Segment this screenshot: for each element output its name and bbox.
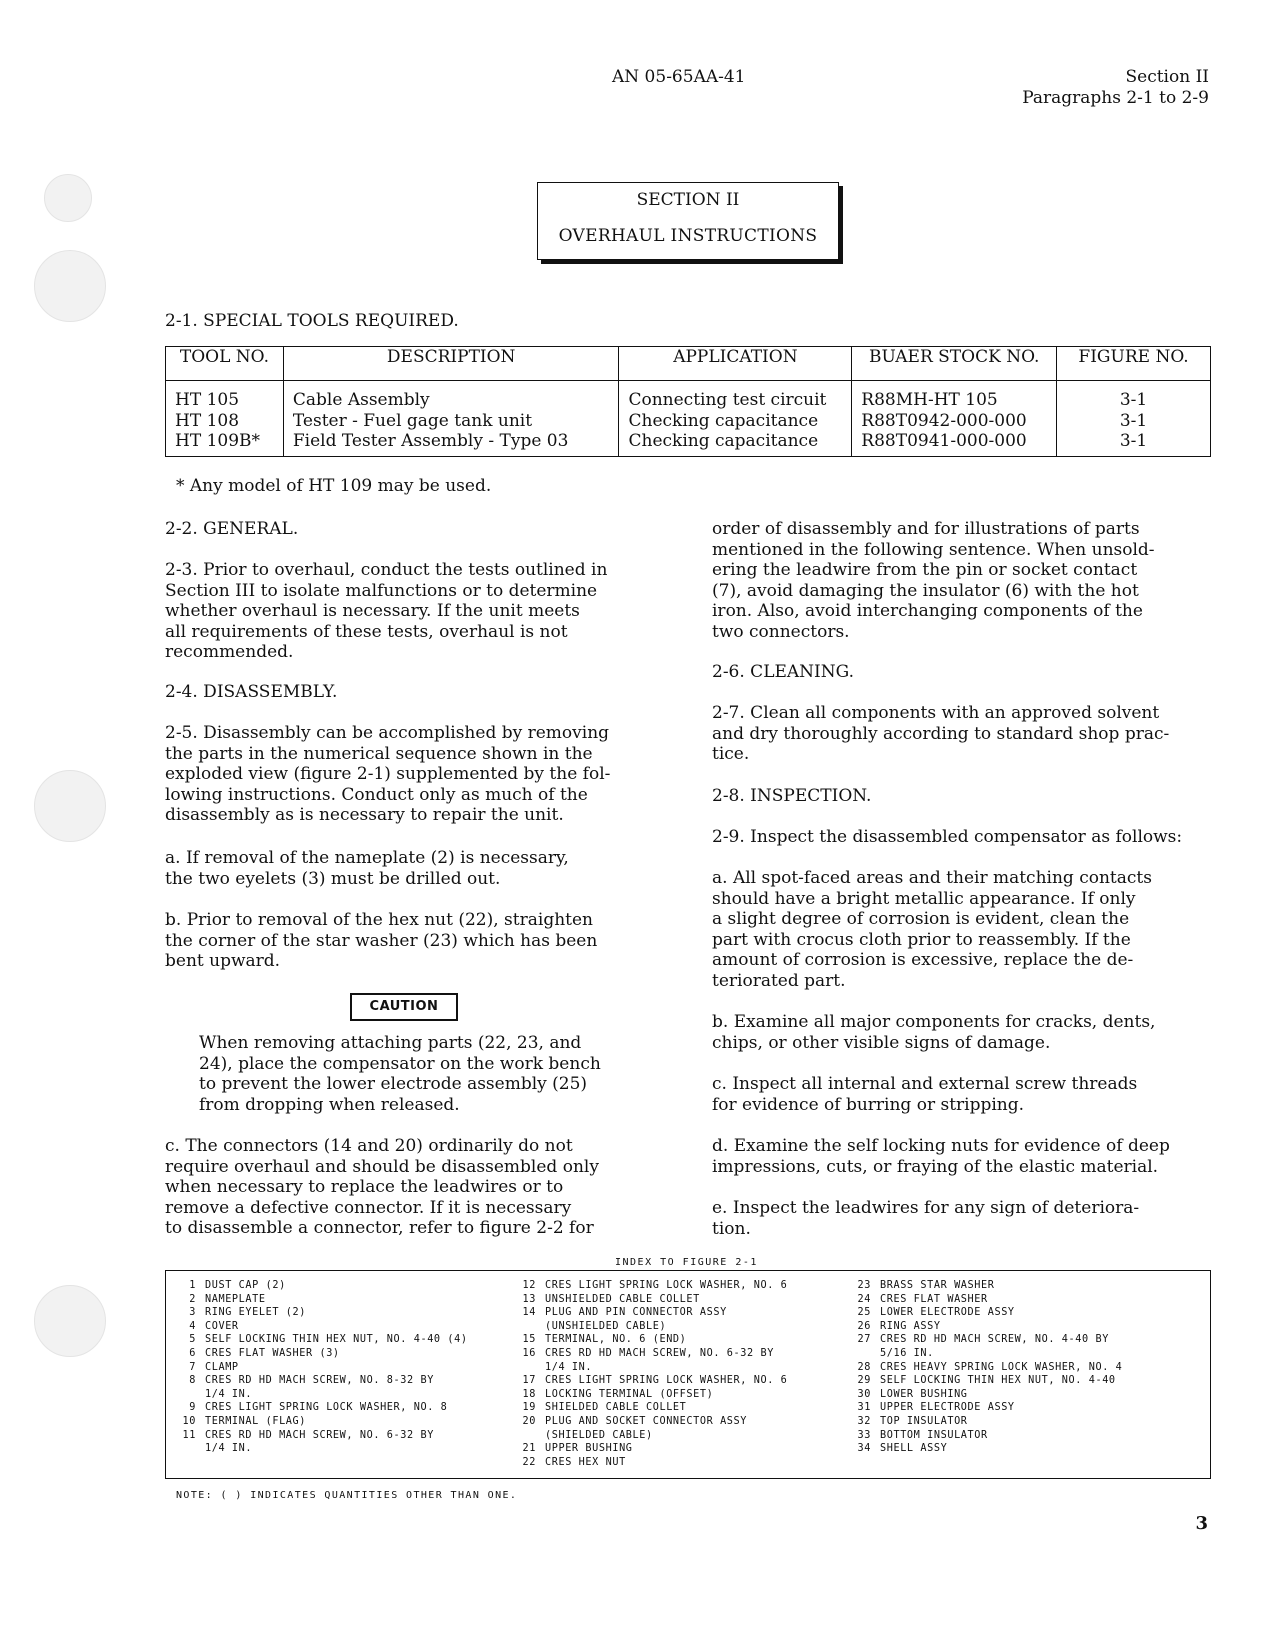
text-line: ering the leadwire from the pin or socket contact [712,560,1138,581]
index-item [514,1279,787,1293]
index-item-text: LOWER BUSHING [880,1388,968,1400]
text-line: bent upward. [165,951,281,972]
index-item-number: 34 [857,1443,871,1455]
stock-number: R88T0942-000-000 [861,410,1027,431]
index-item-number: 21 [522,1443,536,1455]
index-item-number: 18 [522,1388,536,1400]
index-item [849,1306,1122,1320]
index-item-number [514,1320,536,1334]
document-number: AN 05-65AA-41 [612,67,746,87]
index-item [514,1333,787,1347]
index-item-number: 22 [522,1456,536,1468]
index-item [849,1429,1122,1443]
paragraph-2-9-c [712,1074,1204,1115]
index-item-number: 13 [522,1293,536,1305]
index-item-text: (UNSHIELDED CABLE) [545,1320,667,1332]
index-item-text: LOWER ELECTRODE ASSY [880,1307,1015,1319]
index-title: INDEX TO FIGURE 2-1 [615,1257,758,1268]
index-item-text: CLAMP [205,1361,239,1373]
table-row [166,381,1211,457]
stock-numbers-cell [852,381,1057,457]
text-line: two connectors. [712,621,850,642]
text-line: the parts in the numerical sequence shown in the [165,743,593,764]
index-item-text: 1/4 IN. [545,1361,593,1373]
page-number: 3 [1195,1513,1208,1534]
index-item [514,1347,787,1361]
figure-numbers-cell [1057,381,1211,457]
section-title-box [537,182,839,260]
text-line: 2-7. Clean all components with an approved solvent [712,703,1160,723]
stock-number: R88MH-HT 105 [861,390,998,410]
index-item [174,1415,468,1429]
tool-description: Tester - Fuel gage tank unit [292,410,533,431]
heading-cleaning: 2-6. CLEANING. [712,662,855,682]
table-header-row [166,347,1211,381]
index-box [165,1270,1211,1479]
heading-disassembly: 2-4. DISASSEMBLY. [165,682,338,702]
text-line: a. All spot-faced areas and their matching contacts [712,868,1152,888]
index-item-number: 1 [189,1280,196,1291]
index-item [849,1333,1122,1347]
column-header: APPLICATION [619,347,852,381]
column-header: BUAER STOCK NO. [852,347,1057,381]
section-title: OVERHAUL INSTRUCTIONS [558,226,818,246]
tool-number: HT 108 [175,410,240,431]
index-item-text: SHELL ASSY [880,1443,948,1455]
index-item [174,1347,468,1361]
index-item-text: BOTTOM INSULATOR [880,1429,988,1441]
text-line: teriorated part. [712,970,846,991]
index-item-number: 19 [522,1402,536,1414]
index-item [849,1347,1122,1361]
heading-special-tools: 2-1. SPECIAL TOOLS REQUIRED. [165,311,459,331]
index-item-text: PLUG AND SOCKET CONNECTOR ASSY [545,1415,748,1427]
index-item-text: UNSHIELDED CABLE COLLET [545,1293,700,1305]
text-line: a slight degree of corrosion is evident, clean the [712,909,1130,930]
index-item [174,1388,468,1402]
index-item-text: CRES LIGHT SPRING LOCK WASHER, NO. 6 [545,1375,788,1387]
index-item-text: RING EYELET (2) [205,1307,307,1319]
index-item-text: TERMINAL (FLAG) [205,1415,307,1427]
index-item-number: 16 [522,1347,536,1359]
index-item [514,1306,787,1320]
index-item [514,1388,787,1402]
text-line: impressions, cuts, or fraying of the elastic material. [712,1156,1159,1177]
text-line: all requirements of these tests, overhaul is not [165,621,568,642]
index-item-text: COVER [205,1320,239,1332]
index-item-text: CRES RD HD MACH SCREW, NO. 8-32 BY [205,1375,434,1387]
paragraph-2-3 [165,560,657,663]
index-item [849,1361,1122,1375]
index-item [174,1429,468,1443]
tool-numbers-cell [166,381,284,457]
paragraph-2-5-c-continued [712,519,1204,643]
text-line: e. Inspect the leadwires for any sign of deteriora- [712,1198,1140,1218]
paragraph-2-5-c [165,1136,657,1239]
index-item [849,1293,1122,1307]
index-item-text: NAMEPLATE [205,1293,266,1305]
index-item-number: 17 [522,1375,536,1387]
index-item-number: 7 [189,1361,196,1373]
index-item-text: SHIELDED CABLE COLLET [545,1402,687,1414]
text-line: d. Examine the self locking nuts for evidence of deep [712,1136,1170,1156]
index-item-number: 2 [189,1293,196,1305]
index-item-number: 23 [857,1280,871,1291]
index-item-number: 4 [189,1320,196,1332]
tool-application: Checking capacitance [628,431,819,452]
index-item-number [174,1442,196,1456]
index-item-number: 33 [857,1429,871,1441]
index-item-number: 12 [522,1280,536,1291]
index-item-text: CRES FLAT WASHER (3) [205,1347,340,1359]
index-item-number: 32 [857,1415,871,1427]
text-line: c. Inspect all internal and external screw threads [712,1074,1138,1094]
applications-cell [619,381,852,457]
index-column-3 [849,1279,1122,1456]
index-item [174,1442,468,1456]
index-item-number [174,1388,196,1402]
index-item-number: 14 [522,1307,536,1319]
index-item-number: 10 [182,1415,196,1427]
index-item-text: CRES RD HD MACH SCREW, NO. 4-40 BY [880,1334,1109,1346]
tool-application: Connecting test circuit [628,390,827,410]
index-item-text: UPPER ELECTRODE ASSY [880,1402,1015,1414]
section-label: Section II [1125,67,1209,87]
index-item [849,1279,1122,1293]
text-line: require overhaul and should be disassembled only [165,1156,599,1177]
paragraph-2-5-b [165,910,657,972]
index-item-number: 15 [522,1334,536,1346]
text-line: 2-3. Prior to overhaul, conduct the tests outlined in [165,560,608,580]
index-item-number: 8 [189,1375,196,1387]
index-item-number: 30 [857,1388,871,1400]
index-item [849,1320,1122,1334]
index-column-1 [174,1279,468,1456]
index-item [514,1361,787,1375]
index-item-text: TOP INSULATOR [880,1415,968,1427]
index-item [514,1456,787,1470]
index-item [849,1442,1122,1456]
text-line: a. If removal of the nameplate (2) is necessary, [165,848,569,868]
paragraph-2-9-b [712,1012,1204,1053]
index-item [174,1306,468,1320]
index-item-text: LOCKING TERMINAL (OFFSET) [545,1388,714,1400]
index-item-number: 28 [857,1361,871,1373]
text-line: lowing instructions. Conduct only as much of the [165,784,588,805]
paragraph-2-5 [165,723,657,826]
index-item-number: 24 [857,1293,871,1305]
text-line: and dry thoroughly according to standard shop prac- [712,723,1170,744]
text-line: Section III to isolate malfunctions or to determine [165,580,598,601]
text-line: (7), avoid damaging the insulator (6) with the hot [712,580,1139,601]
index-item-number [514,1429,536,1443]
text-line: for evidence of burring or stripping. [712,1094,1025,1115]
index-item [514,1429,787,1443]
index-item-text: CRES FLAT WASHER [880,1293,988,1305]
text-line: disassembly as is necessary to repair the unit. [165,805,564,826]
index-note: NOTE: ( ) INDICATES QUANTITIES OTHER THAN ONE. [176,1490,518,1501]
section-reference [1022,67,1209,109]
text-line: when necessary to replace the leadwires or to [165,1177,564,1198]
special-tools-table [165,346,1211,457]
index-item [514,1374,787,1388]
column-header: DESCRIPTION [283,347,619,381]
caution-label [350,993,458,1021]
index-item [514,1293,787,1307]
index-item-number: 31 [857,1402,871,1414]
index-item-text: DUST CAP (2) [205,1280,286,1291]
index-item-number [514,1361,536,1375]
text-line: part with crocus cloth prior to reassembly. If the [712,929,1131,950]
index-item-text: CRES RD HD MACH SCREW, NO. 6-32 BY [205,1429,434,1441]
index-item-text: PLUG AND PIN CONNECTOR ASSY [545,1307,727,1319]
index-item [514,1415,787,1429]
index-item-text: RING ASSY [880,1320,941,1332]
index-item-text: TERMINAL, NO. 6 (END) [545,1334,687,1346]
index-item [174,1374,468,1388]
paragraph-2-9: 2-9. Inspect the disassembled compensator as follows: [712,827,1183,847]
text-line: 24), place the compensator on the work bench [199,1053,601,1074]
text-line: the corner of the star washer (23) which has been [165,930,598,951]
index-item [174,1279,468,1293]
heading-inspection: 2-8. INSPECTION. [712,786,872,806]
index-item [174,1361,468,1375]
text-line: from dropping when released. [199,1094,460,1115]
index-item-text: 1/4 IN. [205,1388,253,1400]
figure-number: 3-1 [1119,431,1148,452]
tool-description: Field Tester Assembly - Type 03 [292,431,569,452]
heading-general: 2-2. GENERAL. [165,519,299,539]
index-item-number: 11 [182,1429,196,1441]
paragraphs-label: Paragraphs 2-1 to 2-9 [1022,88,1209,108]
index-item [849,1388,1122,1402]
index-item-text: 5/16 IN. [880,1347,934,1359]
text-line: tice. [712,744,750,765]
text-line: remove a defective connector. If it is necessary [165,1197,572,1218]
text-line: exploded view (figure 2-1) supplemented by the fol- [165,764,611,785]
index-item-number: 9 [189,1402,196,1414]
index-item [174,1401,468,1415]
index-item-text: UPPER BUSHING [545,1443,633,1455]
text-line: iron. Also, avoid interchanging components of the [712,601,1143,622]
paragraph-2-5-a [165,848,657,889]
index-item-number: 26 [857,1320,871,1332]
table-footnote: * Any model of HT 109 may be used. [176,476,492,496]
text-line: whether overhaul is necessary. If the unit meets [165,601,580,622]
index-item-number: 5 [189,1334,196,1346]
index-item-text: CRES HEAVY SPRING LOCK WASHER, NO. 4 [880,1361,1123,1373]
text-line: chips, or other visible signs of damage. [712,1032,1051,1053]
text-line: c. The connectors (14 and 20) ordinarily do not [165,1136,573,1156]
text-line: amount of corrosion is excessive, replace the de- [712,950,1134,971]
index-item-text: CRES RD HD MACH SCREW, NO. 6-32 BY [545,1347,774,1359]
paragraph-2-9-d [712,1136,1204,1177]
text-line: When removing attaching parts (22, 23, and [199,1033,582,1053]
text-line: recommended. [165,642,294,663]
index-item [174,1320,468,1334]
paragraph-2-9-e [712,1198,1204,1239]
text-line: order of disassembly and for illustrations of parts [712,519,1140,539]
index-item-text: (SHIELDED CABLE) [545,1429,653,1441]
column-header: TOOL NO. [166,347,284,381]
text-line: mentioned in the following sentence. When unsold- [712,539,1155,560]
index-item-number [849,1347,871,1361]
tool-number: HT 105 [175,390,240,410]
index-item [514,1401,787,1415]
index-column-2 [514,1279,787,1469]
caution-text: CAUTION [350,993,458,1021]
text-line: to disassemble a connector, refer to figure 2-2 for [165,1218,594,1239]
descriptions-cell [283,381,619,457]
figure-number: 3-1 [1119,390,1148,410]
index-item-text: SELF LOCKING THIN HEX NUT, NO. 4-40 (4) [205,1334,468,1346]
index-item-text: CRES LIGHT SPRING LOCK WASHER, NO. 8 [205,1402,448,1414]
text-line: should have a bright metallic appearance. If only [712,888,1136,909]
stock-number: R88T0941-000-000 [861,431,1027,452]
index-item [849,1374,1122,1388]
index-item-number: 29 [857,1375,871,1387]
index-item-number: 6 [189,1347,196,1359]
index-item-text: CRES LIGHT SPRING LOCK WASHER, NO. 6 [545,1280,788,1291]
index-item [514,1442,787,1456]
punch-hole [34,1285,106,1357]
index-item-number: 3 [189,1307,196,1319]
text-line: b. Prior to removal of the hex nut (22), straighten [165,910,593,930]
text-line: to prevent the lower electrode assembly (25) [199,1074,588,1095]
index-item-text: CRES HEX NUT [545,1456,626,1468]
index-item [514,1320,787,1334]
index-item-number: 25 [857,1307,871,1319]
caution-paragraph [199,1033,629,1115]
index-item-text: BRASS STAR WASHER [880,1280,995,1291]
tool-application: Checking capacitance [628,410,819,431]
figure-number: 3-1 [1119,410,1148,431]
column-header: FIGURE NO. [1057,347,1211,381]
tool-number: HT 109B* [175,431,261,452]
punch-hole [34,250,106,322]
index-item [174,1293,468,1307]
index-item-number: 20 [522,1415,536,1427]
tool-description: Cable Assembly [292,390,430,410]
index-item [174,1333,468,1347]
text-line: the two eyelets (3) must be drilled out. [165,868,501,889]
index-item-text: SELF LOCKING THIN HEX NUT, NO. 4-40 [880,1375,1116,1387]
punch-hole [34,770,106,842]
index-item [849,1401,1122,1415]
text-line: b. Examine all major components for cracks, dents, [712,1012,1156,1032]
paragraph-2-7 [712,703,1204,765]
index-item [849,1415,1122,1429]
index-item-number: 27 [857,1334,871,1346]
text-line: tion. [712,1218,751,1239]
section-number: SECTION II [636,190,740,210]
punch-hole [44,174,92,222]
index-item-text: 1/4 IN. [205,1443,253,1455]
paragraph-2-9-a [712,868,1204,992]
text-line: 2-5. Disassembly can be accomplished by removing [165,723,610,743]
